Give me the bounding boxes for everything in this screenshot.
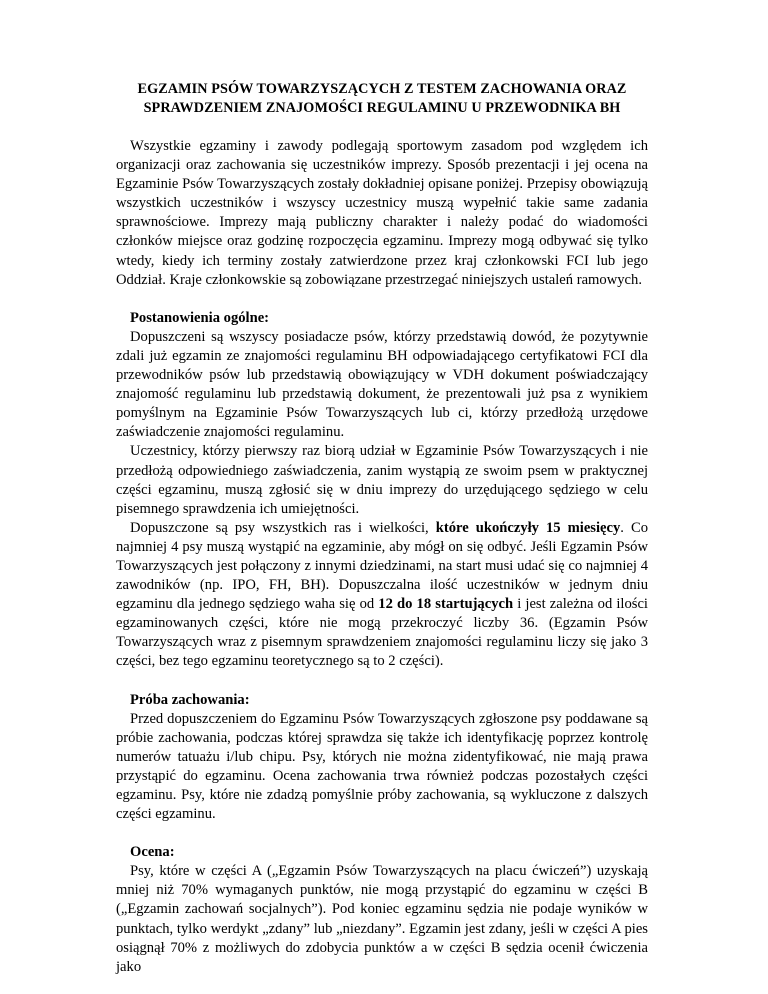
general-paragraph-1: Dopuszczeni są wszyscy posiadacze psów, którzy przedstawią dowód, że pozytywnie zdali już egzamin ze znajomości regulaminu BH odpowiadającego certyfikatowi FCI dla przewodników psów lub przedstawią obowiązujący w VDH dokument poświadczający znajomość regulaminu lub przedstawią dokument, że prezentowali już psa z wynikiem pomyślnym na Egzaminie Psów Towarzyszących lub ci, którzy przedłożą urzędowe zaświadczenie znajomości regulaminu. (116, 328, 648, 441)
title-line-1: EGZAMIN PSÓW TOWARZYSZĄCYCH Z TESTEM ZACHOWANIA ORAZ (137, 81, 627, 97)
document-title (116, 80, 648, 118)
section-heading-behaviour: Próba zachowania: (130, 691, 250, 708)
section-heading-rating: Ocena: (130, 844, 175, 861)
general-p3-text-c: . Co najmniej 4 psy muszą wystąpić na egzaminie, aby mógł on się odbyć. Jeśli Egzamin Psów Towarzyszących jest połączony z innymi dziedzinami, na start musi udać się co najmniej 4 zawodników (np. IPO, FH, BH). Dopuszczalna ilość uczestników w jednym dniu egzaminu dla jednego sędziego waha się od (116, 519, 649, 613)
general-p3-text-a: Dopuszczone są psy wszystkich ras i wielkości, (130, 519, 436, 536)
behaviour-paragraph: Przed dopuszczeniem do Egzaminu Psów Towarzyszących zgłoszone psy poddawane są próbie zachowania, podczas której sprawdza się także ich identyfikację poprzez kontrolę numerów tatuażu i/lub chipu. Psy, których nie można zidentyfikować, nie mają prawa przystąpić do egzaminu. Ocena zachowania trwa również podczas pozostałych części egzaminu. Psy, które nie zdadzą pomyślnie próby zachowania, są wykluczone z dalszych części egzaminu. (116, 710, 648, 823)
general-p3-text-e: i jest zależna od ilości egzaminowanych części, które nie mogą przekroczyć liczby 36. (Egzamin Psów Towarzyszących wraz z pisemnym sprawdzeniem znajomości regulaminu liczy się jako 3 części, bez tego egzaminu teoretycznego są to 2 części). (116, 596, 648, 670)
intro-paragraph: Wszystkie egzaminy i zawody podlegają sportowym zasadom pod względem ich organizacji oraz zachowania się uczestników imprezy. Sposób prezentacji i jej ocena na Egzaminie Psów Towarzyszących zostały dokładniej opisane poniżej. Przepisy obowiązują wszystkich uczestników i wszyscy uczestnicy muszą wypełnić takie same zadania sprawnościowe. Imprezy mają publiczny charakter i należy podać do wiadomości członków miejsce oraz godzinę rozpoczęcia egzaminu. Imprezy mogą odbywać się tylko wtedy, kiedy ich terminy zostały zatwierdzone przez kraj członkowski FCI lub jego Oddział. Kraje członkowskie są zobowiązane przestrzegać niniejszych ustaleń ramowych. (116, 138, 648, 288)
section-heading-general: Postanowienia ogólne: (130, 309, 270, 326)
general-p3-bold-count: 12 do 18 startujących (378, 596, 514, 613)
title-line-2: SPRAWDZENIEM ZNAJOMOŚCI REGULAMINU U PRZEWODNIKA BH (143, 100, 621, 116)
rating-paragraph: Psy, które w części A („Egzamin Psów Towarzyszących na placu ćwiczeń”) uzyskają mniej niż 70% wymaganych punktów, nie mogą przystąpić do egzaminu w części B („Egzamin zachowań socjalnych”). Pod koniec egzaminu sędzia nie podaje wyników w punktach, tylko werdykt „zdany” lub „niezdany”. Egzamin jest zdany, jeśli w części A pies osiągnął 70% z możliwych do zdobycia punktów a w części B sędzia ocenił ćwiczenia jako (116, 863, 648, 975)
general-p3-bold-age: które ukończyły 15 miesięcy (435, 519, 621, 536)
general-paragraph-2: Uczestnicy, którzy pierwszy raz biorą udział w Egzaminie Psów Towarzyszących i nie przedłożą odpowiedniego zaświadczenia, zanim wystąpią ze swoim psem w praktycznej części egzaminu, muszą zgłosić się w dniu imprezy do urzędującego sędziego w celu pisemnego sprawdzenia ich umiejętności. (116, 443, 648, 517)
general-paragraph-3 (116, 519, 648, 672)
